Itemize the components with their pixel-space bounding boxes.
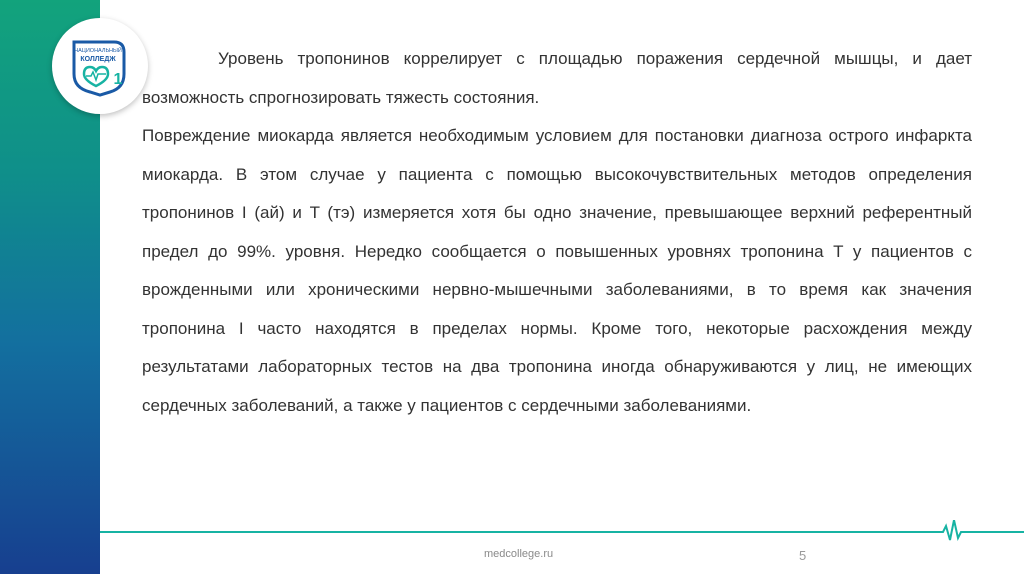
paragraph-2: Повреждение миокарда является необходимым условием для постановки диагноза острого инфаркта миокарда. В этом случае у пациента с помощью высокочувствительных методов определения тропонинов I (ай) и T (тэ) измеряется хотя бы одно значение, превышающее верхний референтный предел до 99%. уровня. Нередко сообщается о повышенных уровнях тропонина T у пациентов с врожденными или хроническими нервно-мышечными заболеваниями, в то время как значения тропонина I часто находятся в пределах нормы. Кроме того, некоторые расхождения между результатами лабораторных тестов на два тропонина иногда обнаруживаются у лиц, не имеющих сердечных заболеваний, а также у пациентов с сердечными заболеваниями. (142, 126, 972, 415)
logo-text-line1: НАЦИОНАЛЬНЫЙ (74, 48, 122, 54)
logo-mark: 1 (113, 71, 123, 88)
footer-site-url: medcollege.ru (484, 548, 554, 560)
logo-emblem-icon (68, 34, 132, 98)
footer-pulse-line (100, 520, 1024, 544)
logo-text-line2: КОЛЛЕДЖ (80, 56, 116, 63)
college-logo (52, 18, 148, 114)
page-number: 5 (799, 548, 807, 563)
slide-body (142, 40, 972, 425)
paragraph-1: Уровень тропонинов коррелирует с площадью поражения сердечной мышцы, и дает возможность спрогнозировать тяжесть состояния. (142, 49, 972, 107)
